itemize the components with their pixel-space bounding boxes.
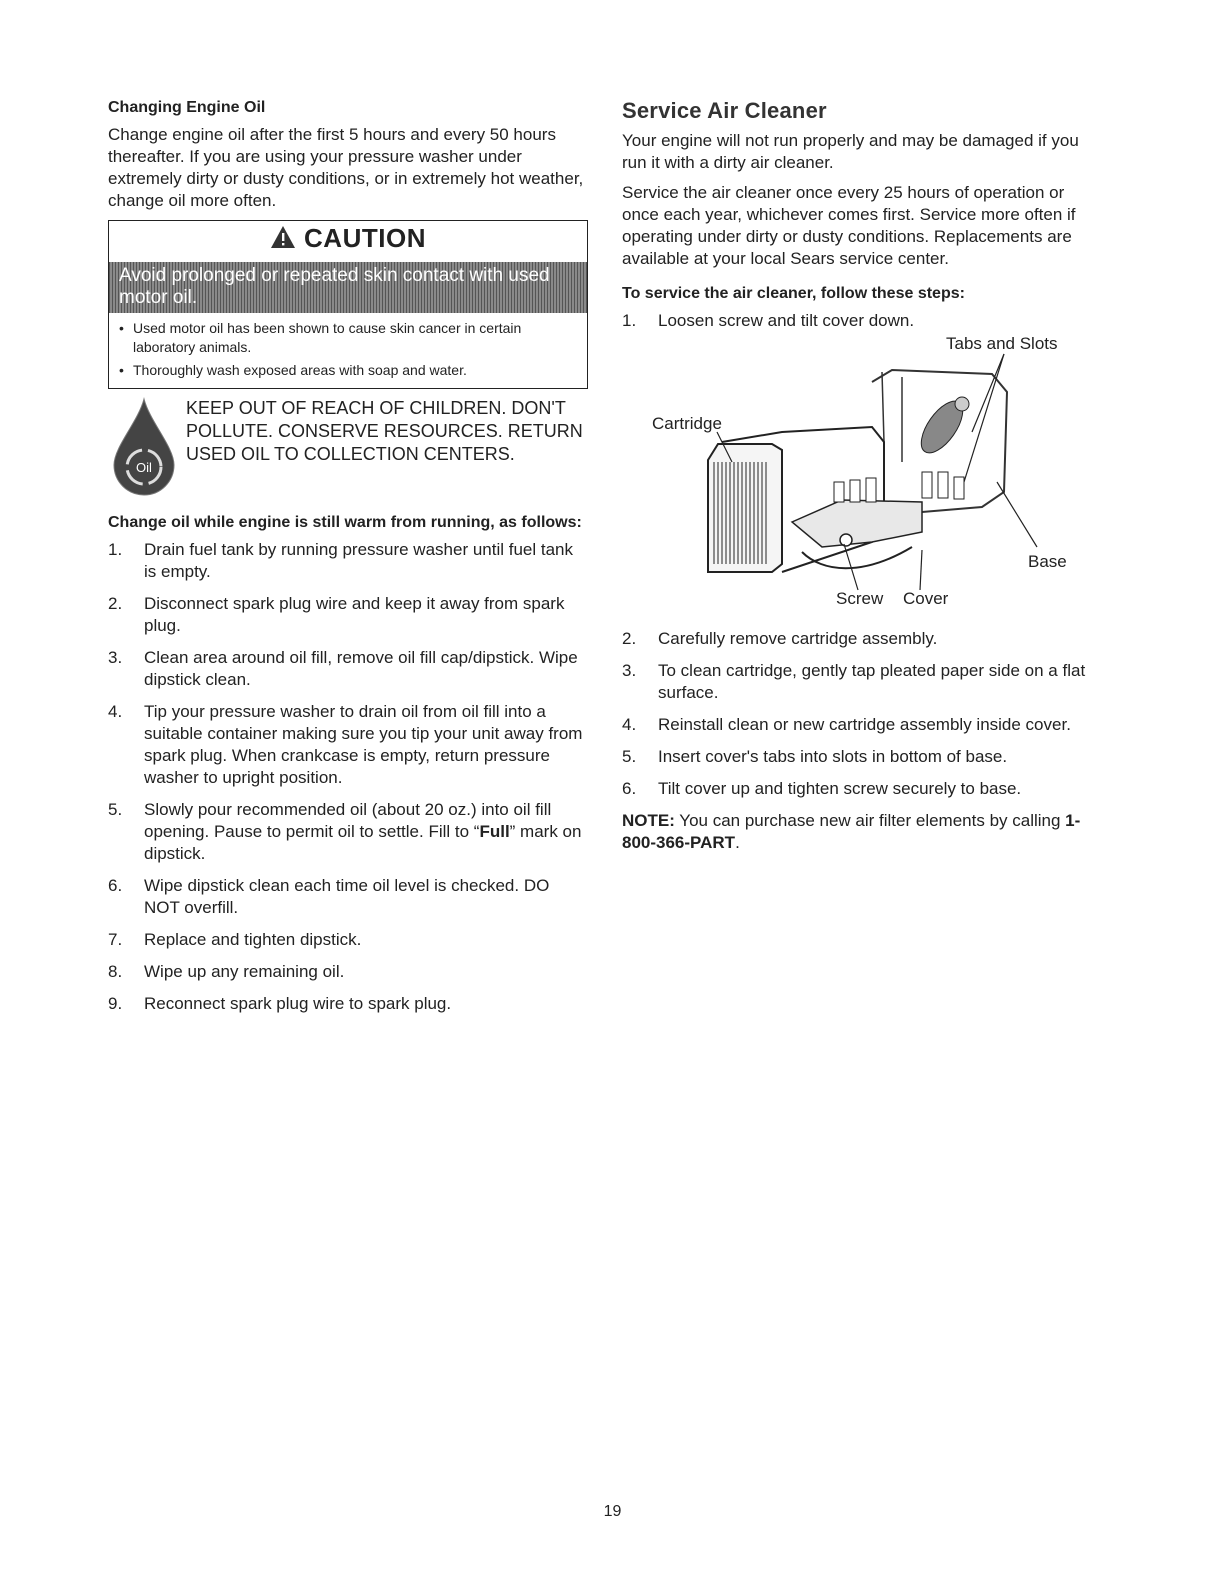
list-item: 2. Disconnect spark plug wire and keep it away from spark plug.	[108, 593, 565, 635]
recycle-notice	[108, 397, 588, 497]
label-screw: Screw	[836, 589, 884, 608]
oil-steps-list	[108, 539, 588, 1015]
list-item: 1. Drain fuel tank by running pressure washer until fuel tank is empty.	[108, 539, 574, 581]
oil-drop-recycle-icon	[108, 397, 180, 497]
phone-number: 1-800-366-PART	[622, 811, 1081, 852]
caution-warning: Avoid prolonged or repeated skin contact with used motor oil.	[109, 262, 587, 313]
air-cleaner-diagram	[622, 332, 1102, 622]
list-item: 5. Slowly pour recommended oil (about 20 oz.) into oil fill opening. Pause to permit oil to settle. Fill to “Full” mark on dipstick.	[108, 799, 582, 863]
caution-header	[109, 221, 587, 262]
list-item: 4. Reinstall clean or new cartridge assembly inside cover.	[622, 715, 1071, 734]
caution-bullet: • Thoroughly wash exposed areas with soap and water.	[117, 361, 581, 380]
note-paragraph: NOTE: You can purchase new air filter elements by calling 1-800-366-PART.	[622, 811, 1081, 852]
list-item: 3. To clean cartridge, gently tap pleated paper side on a flat surface.	[622, 661, 1086, 702]
recycle-text: KEEP OUT OF REACH OF CHILDREN. DON'T POLLUTE. CONSERVE RESOURCES. RETURN USED OIL TO COLLECTION CENTERS.	[186, 397, 583, 464]
label-cartridge: Cartridge	[652, 414, 722, 433]
section-heading-air-cleaner: Service Air Cleaner	[622, 98, 827, 123]
warning-triangle-icon	[270, 225, 296, 256]
steps-heading-oil: Change oil while engine is still warm from running, as follows:	[108, 513, 582, 531]
list-item: 9. Reconnect spark plug wire to spark plug.	[108, 993, 452, 1013]
note-label: NOTE:	[622, 811, 675, 830]
caution-bullets	[109, 313, 587, 388]
label-base: Base	[1028, 552, 1067, 571]
label-tabs-slots: Tabs and Slots	[946, 334, 1058, 353]
caution-box	[108, 220, 588, 389]
left-column	[108, 98, 588, 1025]
caution-title: CAUTION	[304, 223, 426, 253]
list-item: 1. Loosen screw and tilt cover down.	[622, 311, 915, 330]
list-item: 2. Carefully remove cartridge assembly.	[622, 629, 938, 648]
air-cleaner-p1: Your engine will not run properly and may be damaged if you run it with a dirty air cleaner.	[622, 131, 1079, 172]
caution-bullet: • Used motor oil has been shown to cause skin cancer in certain laboratory animals.	[117, 319, 581, 357]
page-number: 19	[603, 1503, 622, 1520]
air-cleaner-step1	[622, 310, 1102, 332]
list-item: 4. Tip your pressure washer to drain oil from oil fill into a suitable container making sure you tip your unit away from spark plug. When crankcase is empty, return pressure washer to upright position.	[108, 701, 583, 787]
list-item: 8. Wipe up any remaining oil.	[108, 961, 345, 981]
oil-icon-label: Oil	[136, 459, 152, 475]
list-item: 7. Replace and tighten dipstick.	[108, 929, 362, 949]
air-cleaner-illustration	[622, 332, 1102, 622]
steps-heading-air-cleaner: To service the air cleaner, follow these steps:	[622, 285, 965, 302]
list-item: 5. Insert cover's tabs into slots in bottom of base.	[622, 747, 1008, 766]
list-item: 6. Wipe dipstick clean each time oil level is checked. DO NOT overfill.	[108, 875, 550, 917]
section-heading-changing-oil: Changing Engine Oil	[108, 99, 266, 116]
note-text: You can purchase new air filter elements by calling	[674, 811, 1066, 830]
list-item: 3. Clean area around oil fill, remove oil fill cap/dipstick. Wipe dipstick clean.	[108, 647, 578, 689]
air-cleaner-p2: Service the air cleaner once every 25 hours of operation or once each year, whichever comes first. Service more often if operating under dirty or dusty conditions. Replacements are available at your local Sears service center.	[622, 183, 1076, 268]
air-cleaner-steps-list	[622, 628, 1102, 800]
right-column	[622, 98, 1102, 862]
list-item: 6. Tilt cover up and tighten screw securely to base.	[622, 779, 1022, 798]
intro-paragraph: Change engine oil after the first 5 hours and every 50 hours thereafter. If you are using your pressure washer under extremely dirty or dusty conditions, or in extremely hot weather, change oil more often.	[108, 125, 584, 210]
label-cover: Cover	[903, 589, 949, 608]
